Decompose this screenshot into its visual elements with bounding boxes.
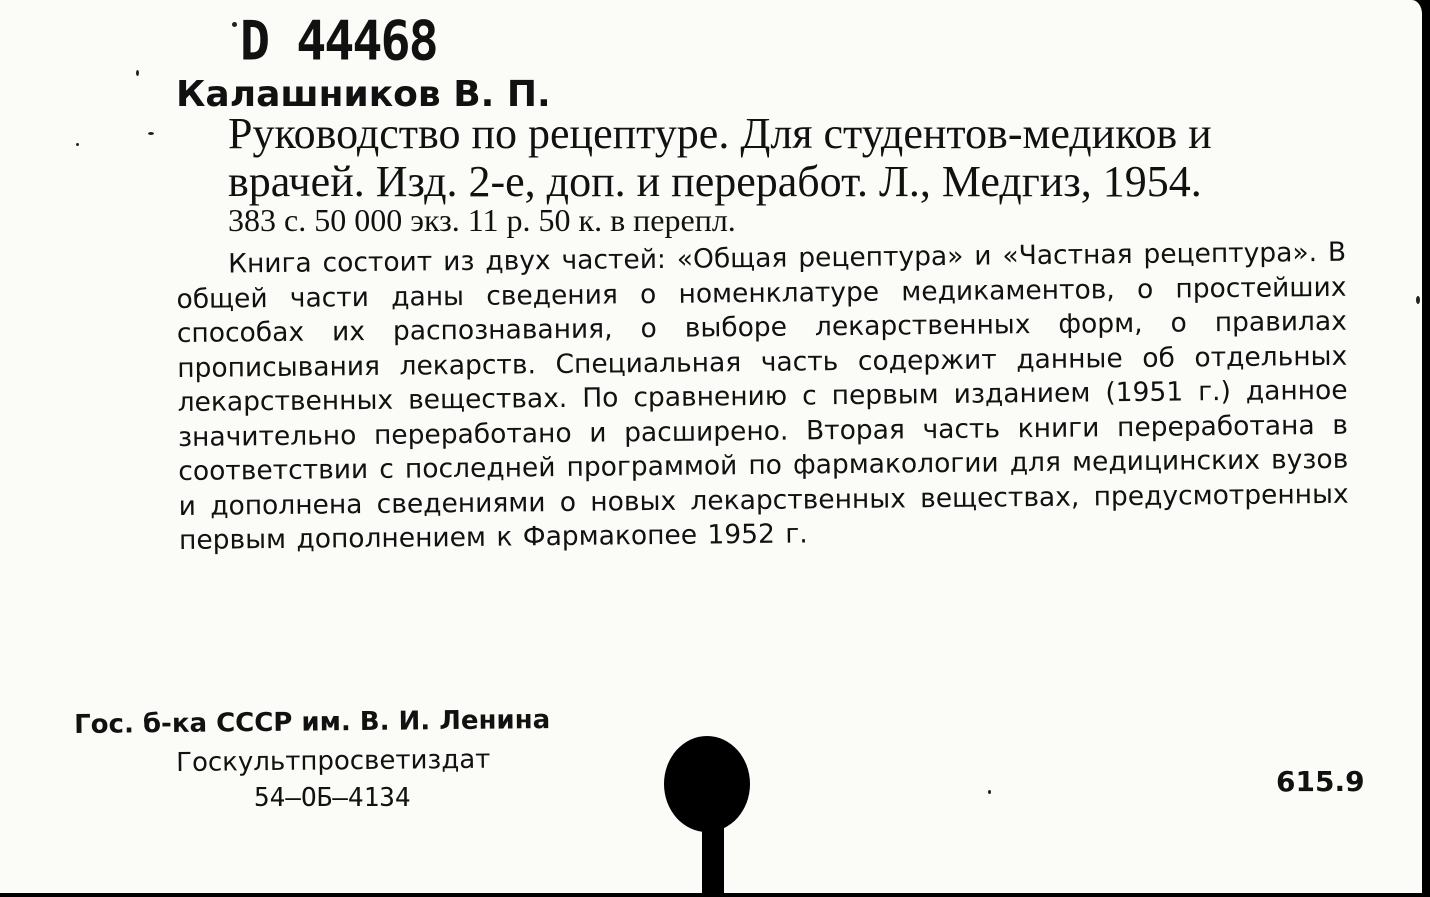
library-name: Гос. б-ка СССР им. В. И. Ленина [74,705,551,740]
publisher-name: Госкультпросветиздат [176,744,491,778]
book-title [228,110,1348,206]
ink-speck [1416,296,1420,304]
classification-code: 615.9 [1276,765,1365,798]
order-number: 54—ОБ—4134 [254,783,411,813]
ink-speck [76,143,79,146]
punch-slot [702,820,724,893]
title-line-2: врачей. Изд. 2-е, доп. и переработ. Л., Медгиз, 1954. [228,157,1202,206]
imprint-line: 383 с. 50 000 экз. 11 р. 50 к. в перепл. [228,202,736,238]
ink-speck [136,70,139,76]
ink-speck [148,132,154,135]
title-line-1: Руководство по рецептуре. Для студентов-медиков и [228,109,1212,158]
punch-hole-icon [664,736,750,832]
author-name: Калашников В. П. [176,74,551,115]
handwritten-code: D 44468 [240,9,437,73]
ink-speck [232,22,237,27]
annotation-paragraph: Книга состоит из двух частей: «Общая рецептура» и «Частная рецептура». В общей части даны сведения о номенклатуре медикаментов, о простейших способах их распознавания, о выборе лекарственных форм, о правилах прописывания лекарств. Специальная часть содержит данные об отдельных лекарственных веществах. По сравнению с первым изданием (1951 г.) данное значительно переработано и расширено. Вторая часть книги переработана в соответствии с последней программой по фармакологии для медицинских вузов и дополнена сведениями о новых лекарственных веществах, предусмотренных первым дополнением к Фармакопее 1952 г. [176,236,1349,556]
ink-speck [988,790,991,794]
